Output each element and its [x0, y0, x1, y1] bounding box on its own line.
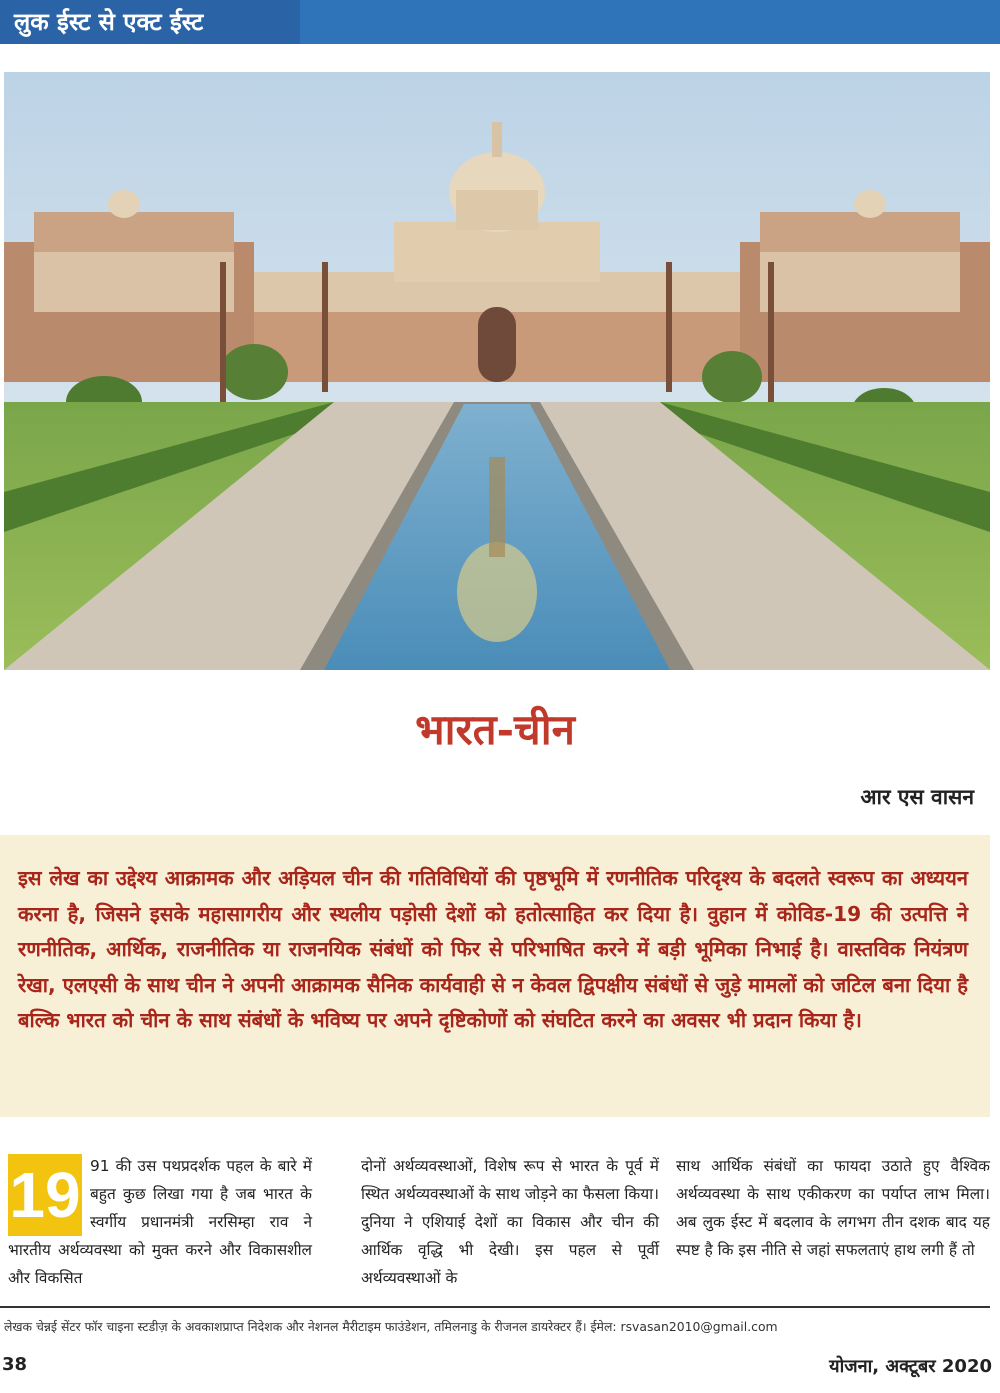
body-column-1 [8, 1152, 312, 1292]
article-abstract-text: इस लेख का उद्देश्य आक्रामक और अड़ियल चीन की गतिविधियों की पृष्ठभूमि में रणनीतिक परिदृश्य के बदलते स्वरूप का अध्ययन करना है, जिसने इसके महासागरीय और स्थलीय पड़ोसी देशों को हतोत्साहित कर दिया है। वुहान में कोविड-19 की उत्पत्ति ने रणनीतिक, आर्थिक, राजनीतिक या राजनयिक संबंधों को फिर से परिभाषित करने में बड़ी भूमिका निभाई है। वास्तविक नियंत्रण रेखा, एलएसी के साथ चीन ने अपनी आक्रामक सैनिक कार्यवाही से न केवल द्विपक्षीय संबंधों से जुड़े मामलों को जटिल बना दिया है बल्कि भारत को चीन के साथ संबंधों के भविष्य पर अपने दृष्टिकोणों को संघटित करने का अवसर भी प्रदान किया है। [18, 866, 968, 1032]
body-column-2-text: दोनों अर्थव्यवस्थाओं, विशेष रूप से भारत के पूर्व में स्थित अर्थव्यवस्थाओं के साथ जोड़ने का फैसला किया। दुनिया ने एशियाई देशों का विकास और चीन की आर्थिक वृद्धि भी देखी। इस पहल से पूर्वी अर्थव्यवस्थाओं के [361, 1157, 659, 1287]
section-tag: लुक ईस्ट से एक्ट ईस्ट [0, 0, 300, 44]
article-author: आर एस वासन [860, 785, 974, 809]
body-column-3-text: साथ आर्थिक संबंधों का फायदा उठाते हुए वैश्विक अर्थव्यवस्था के साथ एकीकरण का पर्याप्त लाभ मिला। अब लुक ईस्ट में बदलाव के लगभग तीन दशक बाद यह स्पष्ट है कि इस नीति से जहां सफलताएं हाथ लगी हैं तो [676, 1157, 990, 1259]
hero-photo [4, 72, 990, 670]
section-header [0, 0, 1000, 44]
page-number: 38 [2, 1354, 28, 1375]
body-column-3 [676, 1152, 990, 1292]
article-title: भारत-चीन [415, 705, 575, 754]
publication-info: योजना, अक्टूबर 2020 [829, 1356, 992, 1377]
article-body [8, 1152, 990, 1292]
footnote-divider [0, 1306, 990, 1308]
author-footnote: लेखक चेन्नई सेंटर फॉर चाइना स्टडीज़ के अवकाशप्राप्त निदेशक और नेशनल मैरीटाइम फाउंडेशन, तमिलनाडु के रीजनल डायरेक्टर हैं। ईमेल: rsvasan2010@gmail.com [4, 1319, 778, 1334]
dropcap: 19 [8, 1154, 82, 1236]
body-column-1-text: 91 की उस पथप्रदर्शक पहल के बारे में बहुत कुछ लिखा गया है जब भारत के स्वर्गीय प्रधानमंत्री नरसिम्हा राव ने भारतीय अर्थव्यवस्था को मुक्त करने और विकासशील और विकसित [8, 1157, 312, 1287]
body-column-2 [361, 1152, 659, 1292]
article-abstract-box [0, 835, 990, 1117]
